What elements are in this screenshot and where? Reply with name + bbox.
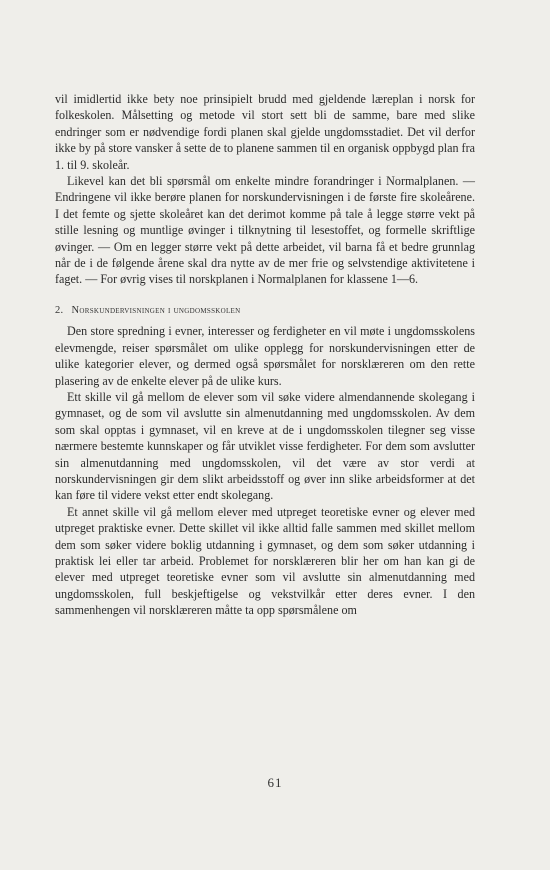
- paragraph: Ett skille vil gå mellom de elever som vil søke videre almendannende skolegang i gymnaset, og de som vil avslutte sin almenutdanning med ungdomsskolen. Av dem som skal opptas i gymnaset, vil en kreve at de i ungdomsskolen tilegner seg visse nærmere bestemte kunnskaper og får utviklet visse ferdigheter. For dem som avslutter sin almenutdanning med ungdomsskolen, vil det være av stor verdi at norskundervisningen gir dem slikt arbeidsstoff og øver inn slike arbeidsformer at det kan føre til videre vekst etter endt skolegang.: [55, 389, 475, 503]
- section-title: Norskundervisningen i ungdomsskolen: [71, 304, 241, 316]
- paragraph: Et annet skille vil gå mellom elever med utpreget teoretiske evner og elever med utpreget praktiske evner. Dette skillet vil ikke alltid falle sammen med skillet mellom dem som søker videre boklig utdanning i gymnaset, og dem som søker utdanning i praktisk lei eller tar arbeid. Problemet for norsklæreren blir her om han kan gi de elever med utpreget teoretiske evner som vil avslutte sin almenutdanning med ungdomsskolen, full beskjeftigelse og vekstvilkår etter deres evner. I den sammenhengen vil norsklæreren måtte ta opp spørsmålene om: [55, 504, 475, 618]
- paragraph: Den store spredning i evner, interesser og ferdigheter en vil møte i ungdomsskolens elevmengde, reiser spørsmålet om ulike opplegg for norskundervisningen etter de ulike kategorier elever, og dermed også spørsmålet for norsklæreren om den rette plasering av de enkelte elever på de ulike kurs.: [55, 324, 475, 388]
- section-number: 2.: [55, 304, 64, 316]
- paragraph: Likevel kan det bli spørsmål om enkelte mindre forandringer i Normalplanen. — Endringene vil ikke berøre planen for norskundervisningen i de første fire skoleårene. I det femte og sjette skoleåret kan det derimot komme på tale å legge større vekt på stille lesning og muntlige øvinger i tilknytning til lesestoffet, og formelle skriftlige øvinger. — Om en legger større vekt på dette arbeidet, vil barna få et bedre grunnlag når de i de følgende årene skal dra nytte av de mer frie og selvstendige aktivitetene i faget. — For øvrig vises til norskplanen i Normalplanen for klassene 1—6.: [55, 174, 475, 287]
- page-body: [55, 91, 475, 619]
- paragraph: vil imidlertid ikke bety noe prinsipielt brudd med gjeldende læreplan i norsk for folkeskolen. Målsetting og metode vil stort sett bli de samme, bare med slike endringer som er nødvendige fordi planen skal gjelde ungdomsstadiet. Det vil derfor ikke by på store vansker å sette de to planene sammen til en organisk oppbygd plan fra 1. til 9. skoleår.: [55, 92, 475, 172]
- section-heading: [55, 303, 475, 319]
- page-number: 61: [267, 775, 283, 790]
